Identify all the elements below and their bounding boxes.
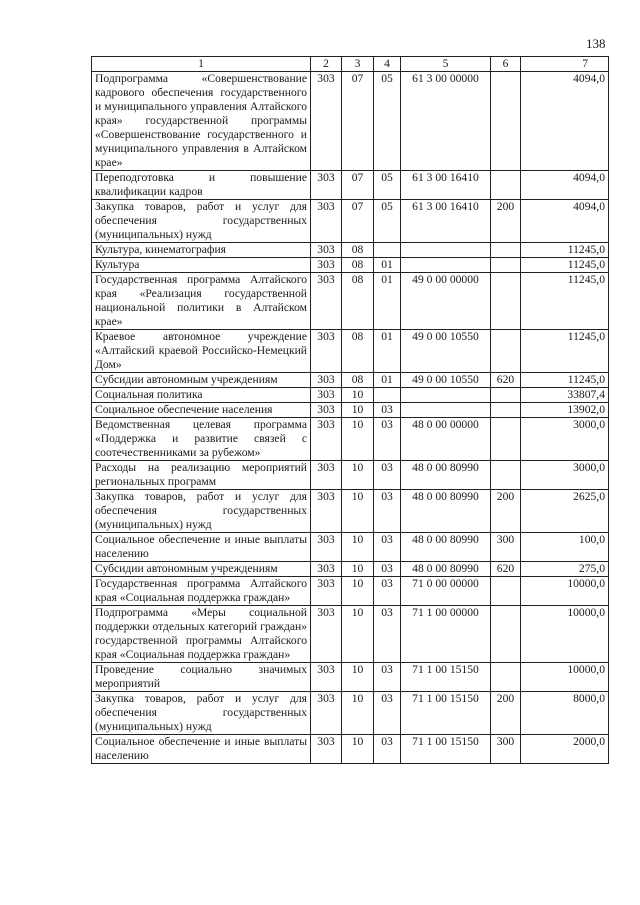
section-code-cell: 08 [342,258,374,273]
subsection-code-cell: 03 [374,735,401,764]
admin-code-cell: 303 [311,403,342,418]
expense-type-cell [491,461,521,490]
table-row [92,388,609,403]
item-name-cell: Субсидии автономным учреждениям [92,562,311,577]
item-name-cell: Культура [92,258,311,273]
table-row [92,692,609,735]
item-name-cell: Социальное обеспечение и иные выплаты населению [92,533,311,562]
column-header: 4 [374,57,401,72]
item-name-cell: Закупка товаров, работ и услуг для обеспечения государственных (муниципальных) нужд [92,200,311,243]
subsection-code-cell: 03 [374,490,401,533]
item-name-cell: Социальная политика [92,388,311,403]
target-article-cell [401,388,491,403]
amount-cell: 11245,0 [521,373,609,388]
amount-cell: 4094,0 [521,200,609,243]
subsection-code-cell: 03 [374,418,401,461]
expense-type-cell [491,243,521,258]
item-name-cell: Проведение социально значимых мероприятий [92,663,311,692]
column-header: 5 [401,57,491,72]
amount-cell: 11245,0 [521,258,609,273]
expense-type-cell [491,663,521,692]
target-article-cell: 48 0 00 80990 [401,562,491,577]
amount-cell: 100,0 [521,533,609,562]
amount-cell: 33807,4 [521,388,609,403]
budget-table [91,56,609,764]
admin-code-cell: 303 [311,258,342,273]
amount-cell: 11245,0 [521,330,609,373]
item-name-cell: Закупка товаров, работ и услуг для обеспечения государственных (муниципальных) нужд [92,490,311,533]
table-row [92,72,609,171]
section-code-cell: 10 [342,577,374,606]
amount-cell: 10000,0 [521,606,609,663]
admin-code-cell: 303 [311,72,342,171]
target-article-cell: 71 1 00 15150 [401,735,491,764]
subsection-code-cell: 03 [374,461,401,490]
section-code-cell: 10 [342,562,374,577]
target-article-cell [401,243,491,258]
admin-code-cell: 303 [311,418,342,461]
subsection-code-cell: 05 [374,200,401,243]
amount-cell: 4094,0 [521,72,609,171]
subsection-code-cell: 05 [374,171,401,200]
subsection-code-cell: 03 [374,606,401,663]
table-row [92,171,609,200]
column-header: 6 [491,57,521,72]
expense-type-cell [491,606,521,663]
amount-cell: 3000,0 [521,418,609,461]
subsection-code-cell: 05 [374,72,401,171]
admin-code-cell: 303 [311,490,342,533]
section-code-cell: 10 [342,461,374,490]
amount-cell: 8000,0 [521,692,609,735]
column-header: 1 [92,57,311,72]
section-code-cell: 10 [342,606,374,663]
expense-type-cell [491,273,521,330]
section-code-cell: 10 [342,663,374,692]
subsection-code-cell [374,243,401,258]
table-row [92,533,609,562]
target-article-cell: 49 0 00 10550 [401,330,491,373]
amount-cell: 13902,0 [521,403,609,418]
target-article-cell: 48 0 00 80990 [401,533,491,562]
item-name-cell: Расходы на реализацию мероприятий региональных программ [92,461,311,490]
target-article-cell: 48 0 00 80990 [401,461,491,490]
item-name-cell: Подпрограмма «Меры социальной поддержки отдельных категорий граждан» государственной программы Алтайского края «Социальная поддержка граждан» [92,606,311,663]
item-name-cell: Краевое автономное учреждение «Алтайский краевой Российско-Немецкий Дом» [92,330,311,373]
table-row [92,461,609,490]
expense-type-cell: 200 [491,200,521,243]
amount-cell: 2000,0 [521,735,609,764]
subsection-code-cell: 03 [374,533,401,562]
table-row [92,577,609,606]
amount-cell: 11245,0 [521,243,609,258]
expense-type-cell [491,418,521,461]
target-article-cell: 48 0 00 80990 [401,490,491,533]
admin-code-cell: 303 [311,330,342,373]
table-row [92,606,609,663]
admin-code-cell: 303 [311,735,342,764]
admin-code-cell: 303 [311,533,342,562]
expense-type-cell [491,388,521,403]
amount-cell: 275,0 [521,562,609,577]
expense-type-cell: 200 [491,692,521,735]
subsection-code-cell: 03 [374,577,401,606]
admin-code-cell: 303 [311,606,342,663]
target-article-cell: 49 0 00 10550 [401,373,491,388]
table-row [92,490,609,533]
expense-type-cell [491,258,521,273]
target-article-cell [401,403,491,418]
section-code-cell: 07 [342,200,374,243]
expense-type-cell [491,72,521,171]
target-article-cell: 61 3 00 16410 [401,171,491,200]
table-row [92,418,609,461]
expense-type-cell: 620 [491,373,521,388]
target-article-cell [401,258,491,273]
section-code-cell: 10 [342,418,374,461]
item-name-cell: Социальное обеспечение населения [92,403,311,418]
subsection-code-cell: 01 [374,373,401,388]
item-name-cell: Социальное обеспечение и иные выплаты населению [92,735,311,764]
target-article-cell: 71 1 00 15150 [401,663,491,692]
section-code-cell: 07 [342,72,374,171]
subsection-code-cell: 03 [374,692,401,735]
table-row [92,735,609,764]
admin-code-cell: 303 [311,171,342,200]
item-name-cell: Государственная программа Алтайского края «Реализация государственной национальной политики в Алтайском крае» [92,273,311,330]
table-row [92,330,609,373]
amount-cell: 4094,0 [521,171,609,200]
section-code-cell: 08 [342,330,374,373]
subsection-code-cell: 03 [374,403,401,418]
admin-code-cell: 303 [311,663,342,692]
admin-code-cell: 303 [311,243,342,258]
table-row [92,403,609,418]
subsection-code-cell: 01 [374,330,401,373]
expense-type-cell [491,577,521,606]
subsection-code-cell [374,388,401,403]
amount-cell: 11245,0 [521,273,609,330]
column-header: 7 [521,57,609,72]
admin-code-cell: 303 [311,692,342,735]
amount-cell: 2625,0 [521,490,609,533]
section-code-cell: 08 [342,373,374,388]
expense-type-cell [491,171,521,200]
amount-cell: 3000,0 [521,461,609,490]
section-code-cell: 10 [342,533,374,562]
section-code-cell: 10 [342,692,374,735]
admin-code-cell: 303 [311,200,342,243]
expense-type-cell: 300 [491,735,521,764]
section-code-cell: 10 [342,490,374,533]
table-row [92,663,609,692]
target-article-cell: 61 3 00 16410 [401,200,491,243]
item-name-cell: Закупка товаров, работ и услуг для обеспечения государственных (муниципальных) нужд [92,692,311,735]
amount-cell: 10000,0 [521,577,609,606]
expense-type-cell [491,330,521,373]
section-code-cell: 08 [342,273,374,330]
item-name-cell: Государственная программа Алтайского края «Социальная поддержка граждан» [92,577,311,606]
admin-code-cell: 303 [311,273,342,330]
target-article-cell: 71 0 00 00000 [401,577,491,606]
target-article-cell: 49 0 00 00000 [401,273,491,330]
column-header: 3 [342,57,374,72]
subsection-code-cell: 01 [374,273,401,330]
amount-cell: 10000,0 [521,663,609,692]
target-article-cell: 71 1 00 15150 [401,692,491,735]
admin-code-cell: 303 [311,461,342,490]
table-header-row [92,57,609,72]
page-number: 138 [586,36,606,51]
admin-code-cell: 303 [311,388,342,403]
table-row [92,373,609,388]
column-header: 2 [311,57,342,72]
item-name-cell: Ведомственная целевая программа «Поддержка и развитие связей с соотечественниками за рубежом» [92,418,311,461]
subsection-code-cell: 01 [374,258,401,273]
section-code-cell: 10 [342,388,374,403]
admin-code-cell: 303 [311,577,342,606]
section-code-cell: 10 [342,403,374,418]
table-row [92,258,609,273]
subsection-code-cell: 03 [374,663,401,692]
expense-type-cell: 200 [491,490,521,533]
section-code-cell: 07 [342,171,374,200]
admin-code-cell: 303 [311,373,342,388]
admin-code-cell: 303 [311,562,342,577]
item-name-cell: Подпрограмма «Совершенствование кадрового обеспечения государственного и муниципального управления Алтайского края» государственной программы «Совершенствование государственного и муниципального управления в Алтайском крае» [92,72,311,171]
table-row [92,243,609,258]
item-name-cell: Субсидии автономным учреждениям [92,373,311,388]
expense-type-cell: 620 [491,562,521,577]
subsection-code-cell: 03 [374,562,401,577]
item-name-cell: Культура, кинематография [92,243,311,258]
item-name-cell: Переподготовка и повышение квалификации кадров [92,171,311,200]
target-article-cell: 71 1 00 00000 [401,606,491,663]
table-row [92,200,609,243]
table-row [92,273,609,330]
expense-type-cell [491,403,521,418]
target-article-cell: 61 3 00 00000 [401,72,491,171]
expense-type-cell: 300 [491,533,521,562]
section-code-cell: 10 [342,735,374,764]
section-code-cell: 08 [342,243,374,258]
target-article-cell: 48 0 00 00000 [401,418,491,461]
table-row [92,562,609,577]
